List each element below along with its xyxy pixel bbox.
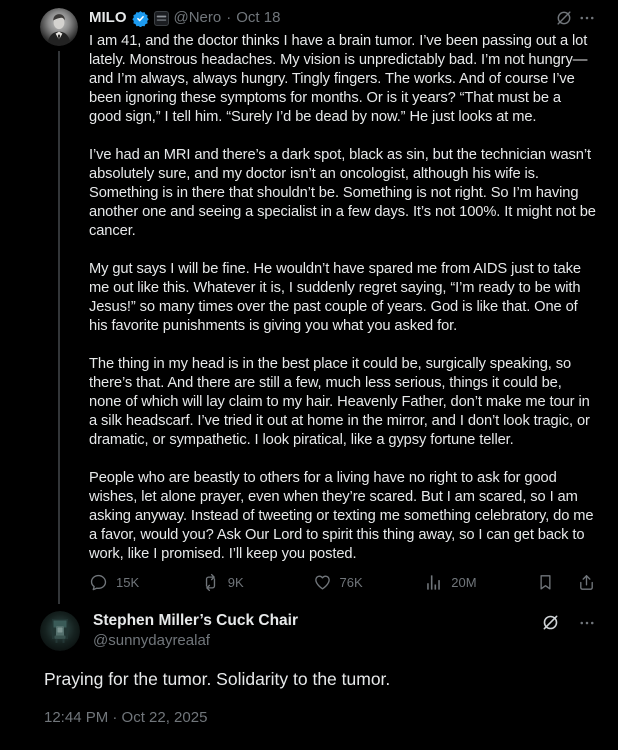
reply-icon[interactable] [89, 573, 108, 592]
more-options-icon[interactable] [578, 9, 596, 27]
reply-author-avatar[interactable] [40, 611, 80, 651]
author-name[interactable]: MILO [89, 9, 127, 26]
tweet-paragraph: My gut says I will be fine. He wouldn’t have spared me from AIDS just to take me out like this. Whatever it is, I suddenly regret saying, “I’m ready to be with Jesus!” so many times over the past couple of years. God is like that. One of his favorite punishments is giving you what you asked for. [89, 261, 581, 334]
analytics-icon[interactable] [424, 573, 443, 592]
tweet-paragraph: I’ve had an MRI and there’s a dark spot, black as sin, but the technician wasn’t absolutely sure, and my doctor isn’t an oncologist, although his wife is. Something is in there that shouldn’t be. Something is not right. So I’m having another one and seeing a specialist in a few days. It’s not 100%. It might not be cancer. [89, 147, 596, 239]
chair-photo [40, 611, 80, 651]
repost-count: 9K [227, 575, 244, 590]
reply-tweet [0, 604, 618, 726]
reply-header-icons [541, 611, 596, 632]
author-avatar[interactable] [40, 8, 78, 46]
grok-icon[interactable] [541, 613, 560, 632]
tweet-paragraph: People who are beastly to others for a living have no right to ask for good wishes, let alone prayer, even when they’re scared. But I am scared, so I am asking anyway. Instead of tweeting or texting me something celebratory, do me a favor, would you? Ask Our Lord to spirit this thing away, so I can get back to work, like I promised. I’ll keep you posted. [89, 470, 594, 562]
reply-count: 15K [116, 575, 140, 590]
like-count: 76K [339, 575, 363, 590]
tweet-actions-right [536, 573, 596, 592]
tweet-header [89, 8, 596, 28]
reply-header [40, 611, 596, 651]
more-options-icon[interactable] [578, 614, 596, 632]
engagement-bar [89, 564, 596, 604]
like-button[interactable] [313, 573, 425, 592]
verified-badge-icon [132, 10, 149, 27]
tweet-date[interactable]: Oct 18 [236, 9, 281, 26]
grok-icon[interactable] [555, 9, 573, 27]
avatar-gutter [40, 8, 78, 604]
reply-author-name[interactable]: Stephen Miller’s Cuck Chair [93, 612, 298, 629]
views-button[interactable] [424, 573, 536, 592]
bookmark-icon[interactable] [536, 573, 555, 592]
reply-author-handle[interactable]: @sunnydayrealaf [93, 632, 210, 649]
portrait-photo [40, 8, 78, 46]
share-icon[interactable] [577, 573, 596, 592]
tweet-paragraph: The thing in my head is in the best place it could be, surgically speaking, so there’s that. And there are still a few, much less serious, things it could be, none of which will lay claim to my hair. Heavenly Father, don’t make me tour in a silk headscarf. I’ve tried it out at home in the mirror, and I don’t look tragic, or dramatic, or sympathetic. I look piratical, like a gypsy fortune teller. [89, 356, 590, 448]
tweet-body [89, 32, 596, 564]
repost-button[interactable] [201, 573, 313, 592]
reply-author-block [93, 611, 298, 651]
repost-icon[interactable] [201, 573, 220, 592]
meta-separator: · [226, 9, 232, 26]
tweet-content [89, 8, 596, 604]
reply-timestamp[interactable]: 12:44 PM · Oct 22, 2025 [44, 709, 208, 726]
tweet-paragraph: I am 41, and the doctor thinks I have a brain tumor. I’ve been passing out a lot lately. Monstrous headaches. My vision is unpredictably bad. I’m not hungry—and I’m always, always hungry. Tingly fingers. The works. And of course I’ve been ignoring these symptoms for months. Or is it years? “That must be a good sign,” I tell him. “Surely I’d be dead by now.” He just looks at me. [89, 33, 588, 125]
reply-text: Praying for the tumor. Solidarity to the tumor. [44, 669, 391, 689]
thread-connector-line [58, 51, 60, 604]
author-handle[interactable]: @Nero [173, 9, 222, 26]
views-count: 20M [451, 575, 477, 590]
heart-icon[interactable] [313, 573, 332, 592]
affiliate-badge-icon[interactable] [154, 11, 169, 26]
reply-button[interactable] [89, 573, 201, 592]
